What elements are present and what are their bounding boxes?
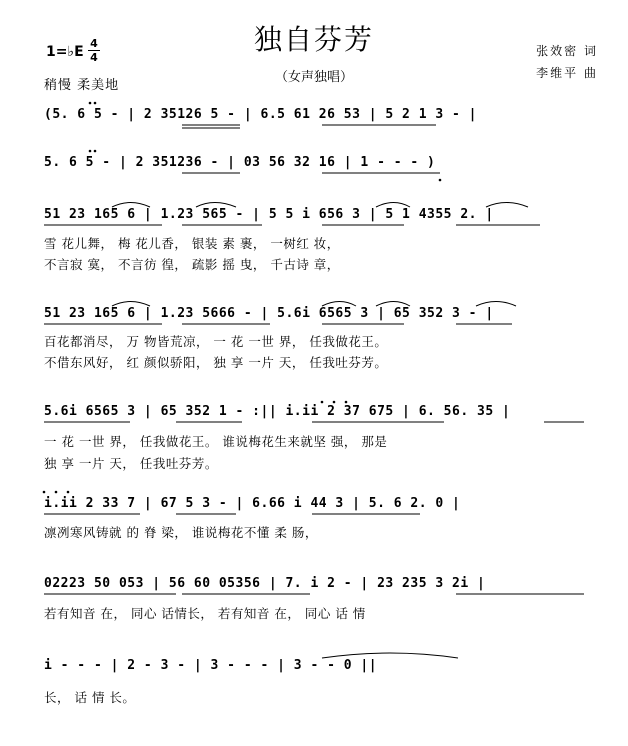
score-row-4-notes: 51 23 165 6 | 1.23 5666 - | 5.6i 6565 3 | 65 352 3 - | bbox=[44, 306, 494, 321]
score-row-5-notes: 5.6i 6565 3 | 65 352 1 - :|| i.ii 2 37 675 | 6. 56. 35 | bbox=[44, 404, 511, 419]
score-row-8-notes: i - - - | 2 - 3 - | 3 - - - | 3 - - 0 || bbox=[44, 658, 378, 673]
score-row-3-lyric-1: 雪 花儿舞， 梅 花儿香， 银装 素 裹， 一树红 妆， bbox=[44, 236, 340, 251]
score-row-8-lyric-1: 长， 话 情 长。 bbox=[44, 690, 136, 705]
song-title: 独自芬芳 bbox=[253, 23, 374, 56]
score-row-3-lyric-2: 不言寂 寞， 不言彷 徨， 疏影 摇 曳， 千古诗 章， bbox=[44, 257, 340, 272]
beam-underlines bbox=[44, 125, 584, 594]
time-signature-top: 4 bbox=[90, 37, 98, 50]
score-row-4-lyric-2: 不借东风好， 红 颜似骄阳， 独 享 一片 天， 任我吐芬芳。 bbox=[44, 355, 388, 370]
song-subtitle: （女声独唱） bbox=[274, 70, 353, 85]
octave-dots bbox=[43, 102, 442, 494]
key-signature: 1=♭E bbox=[46, 44, 84, 60]
composer-credit: 李维平 曲 bbox=[536, 66, 598, 80]
score-row-3-notes: 51 23 165 6 | 1.23 565 - | 5 5 i 656 3 | 5 1 4355 2. | bbox=[44, 207, 494, 222]
time-signature-bottom: 4 bbox=[90, 51, 98, 64]
lyricist-credit: 张效密 词 bbox=[536, 44, 598, 58]
tempo-marking: 稍慢 柔美地 bbox=[44, 78, 120, 93]
score-row-1-notes: (5. 6 5 - | 2 35126 5 - | 6.5 61 26 53 | 5 2 1 3 - | bbox=[44, 107, 477, 122]
score-row-7-lyric-1: 若有知音 在， 同心 话情长， 若有知音 在， 同心 话 情 bbox=[44, 606, 366, 621]
score-row-4-lyric-1: 百花都消尽， 万 物皆荒凉， 一 花 一世 界， 任我做花王。 bbox=[44, 334, 388, 349]
score-row-5-lyric-2: 独 享 一片 天， 任我吐芬芳。 bbox=[44, 456, 218, 471]
score-row-7-notes: 02223 50 053 | 56 60 05356 | 7. i 2 - | 23 235 3 2i | bbox=[44, 576, 486, 591]
score-row-2-notes: 5. 6 5 - | 2 351236 - | 03 56 32 16 | 1 - - - ) bbox=[44, 155, 436, 170]
slur-arcs bbox=[112, 203, 528, 659]
score-row-5-lyric-1: 一 花 一世 界， 任我做花王。 谁说梅花生来就坚 强， 那是 bbox=[44, 434, 388, 449]
score-row-6-notes: i.ii 2 33 7 | 67 5 3 - | 6.66 i 44 3 | 5. 6 2. 0 | bbox=[44, 496, 461, 511]
score-row-6-lyric-1: 凛冽寒风铸就 的 脊 梁， 谁说梅花不懂 柔 肠， bbox=[44, 525, 318, 540]
